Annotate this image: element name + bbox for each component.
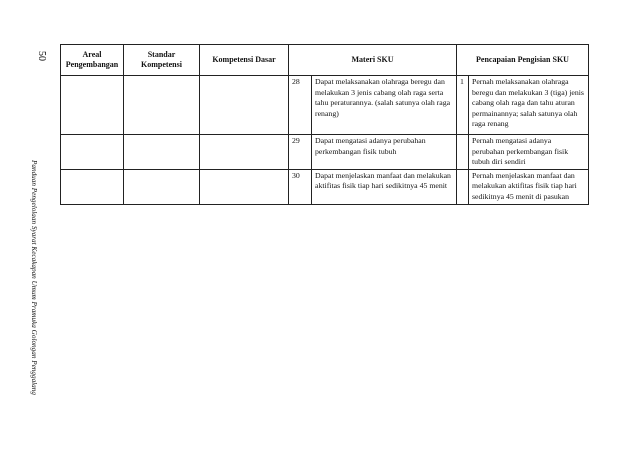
- header-pencapaian-sku: Pencapaian Pengisian SKU: [457, 45, 589, 76]
- cell-standar: [124, 76, 200, 135]
- header-kompetensi-dasar: Kompetensi Dasar: [200, 45, 289, 76]
- cell-materi: Dapat menjelaskan manfaat dan melakukan aktifitas fisik tiap hari sedikitnya 45 menit: [312, 169, 457, 204]
- cell-pencapaian: Pernah menjelaskan manfaat dan melakukan aktifitas fisik tiap hari sedikitnya 45 menit di pasukan: [469, 169, 589, 204]
- page-number: 50: [36, 51, 47, 61]
- cell-level: [457, 169, 469, 204]
- cell-areal: [61, 135, 124, 170]
- cell-number: 28: [289, 76, 312, 135]
- cell-kompetensi: [200, 76, 289, 135]
- sku-table: [60, 44, 589, 205]
- cell-pencapaian: Pernah mengatasi adanya perubahan perkembangan fisik tubuh diri sendiri: [469, 135, 589, 170]
- cell-areal: [61, 76, 124, 135]
- cell-kompetensi: [200, 135, 289, 170]
- cell-kompetensi: [200, 169, 289, 204]
- cell-standar: [124, 169, 200, 204]
- cell-materi: Dapat melaksanakan olahraga beregu dan melakukan 3 jenis cabang olah raga serta tahu peraturannya. (salah satunya olah raga renang): [312, 76, 457, 135]
- running-title: Panduan Pengelolaan Syarat Kecakapan Umum Pramuka Golongan Penggalang: [30, 160, 38, 395]
- table-row: [61, 169, 589, 204]
- cell-level: [457, 135, 469, 170]
- cell-standar: [124, 135, 200, 170]
- cell-level: 1: [457, 76, 469, 135]
- cell-pencapaian: Pernah melaksanakan olahraga beregu dan melakukan 3 (tiga) jenis cabang olah raga dan tahu aturan permainannya; salah satunya olah raga renang: [469, 76, 589, 135]
- table-row: [61, 135, 589, 170]
- header-standar-kompetensi: Standar Kompetensi: [124, 45, 200, 76]
- cell-materi: Dapat mengatasi adanya perubahan perkembangan fisik tubuh: [312, 135, 457, 170]
- table-row: [61, 76, 589, 135]
- table-header-row: [61, 45, 589, 76]
- header-areal-pengembangan: Areal Pengembangan: [61, 45, 124, 76]
- header-materi-sku: Materi SKU: [289, 45, 457, 76]
- cell-areal: [61, 169, 124, 204]
- cell-number: 30: [289, 169, 312, 204]
- cell-number: 29: [289, 135, 312, 170]
